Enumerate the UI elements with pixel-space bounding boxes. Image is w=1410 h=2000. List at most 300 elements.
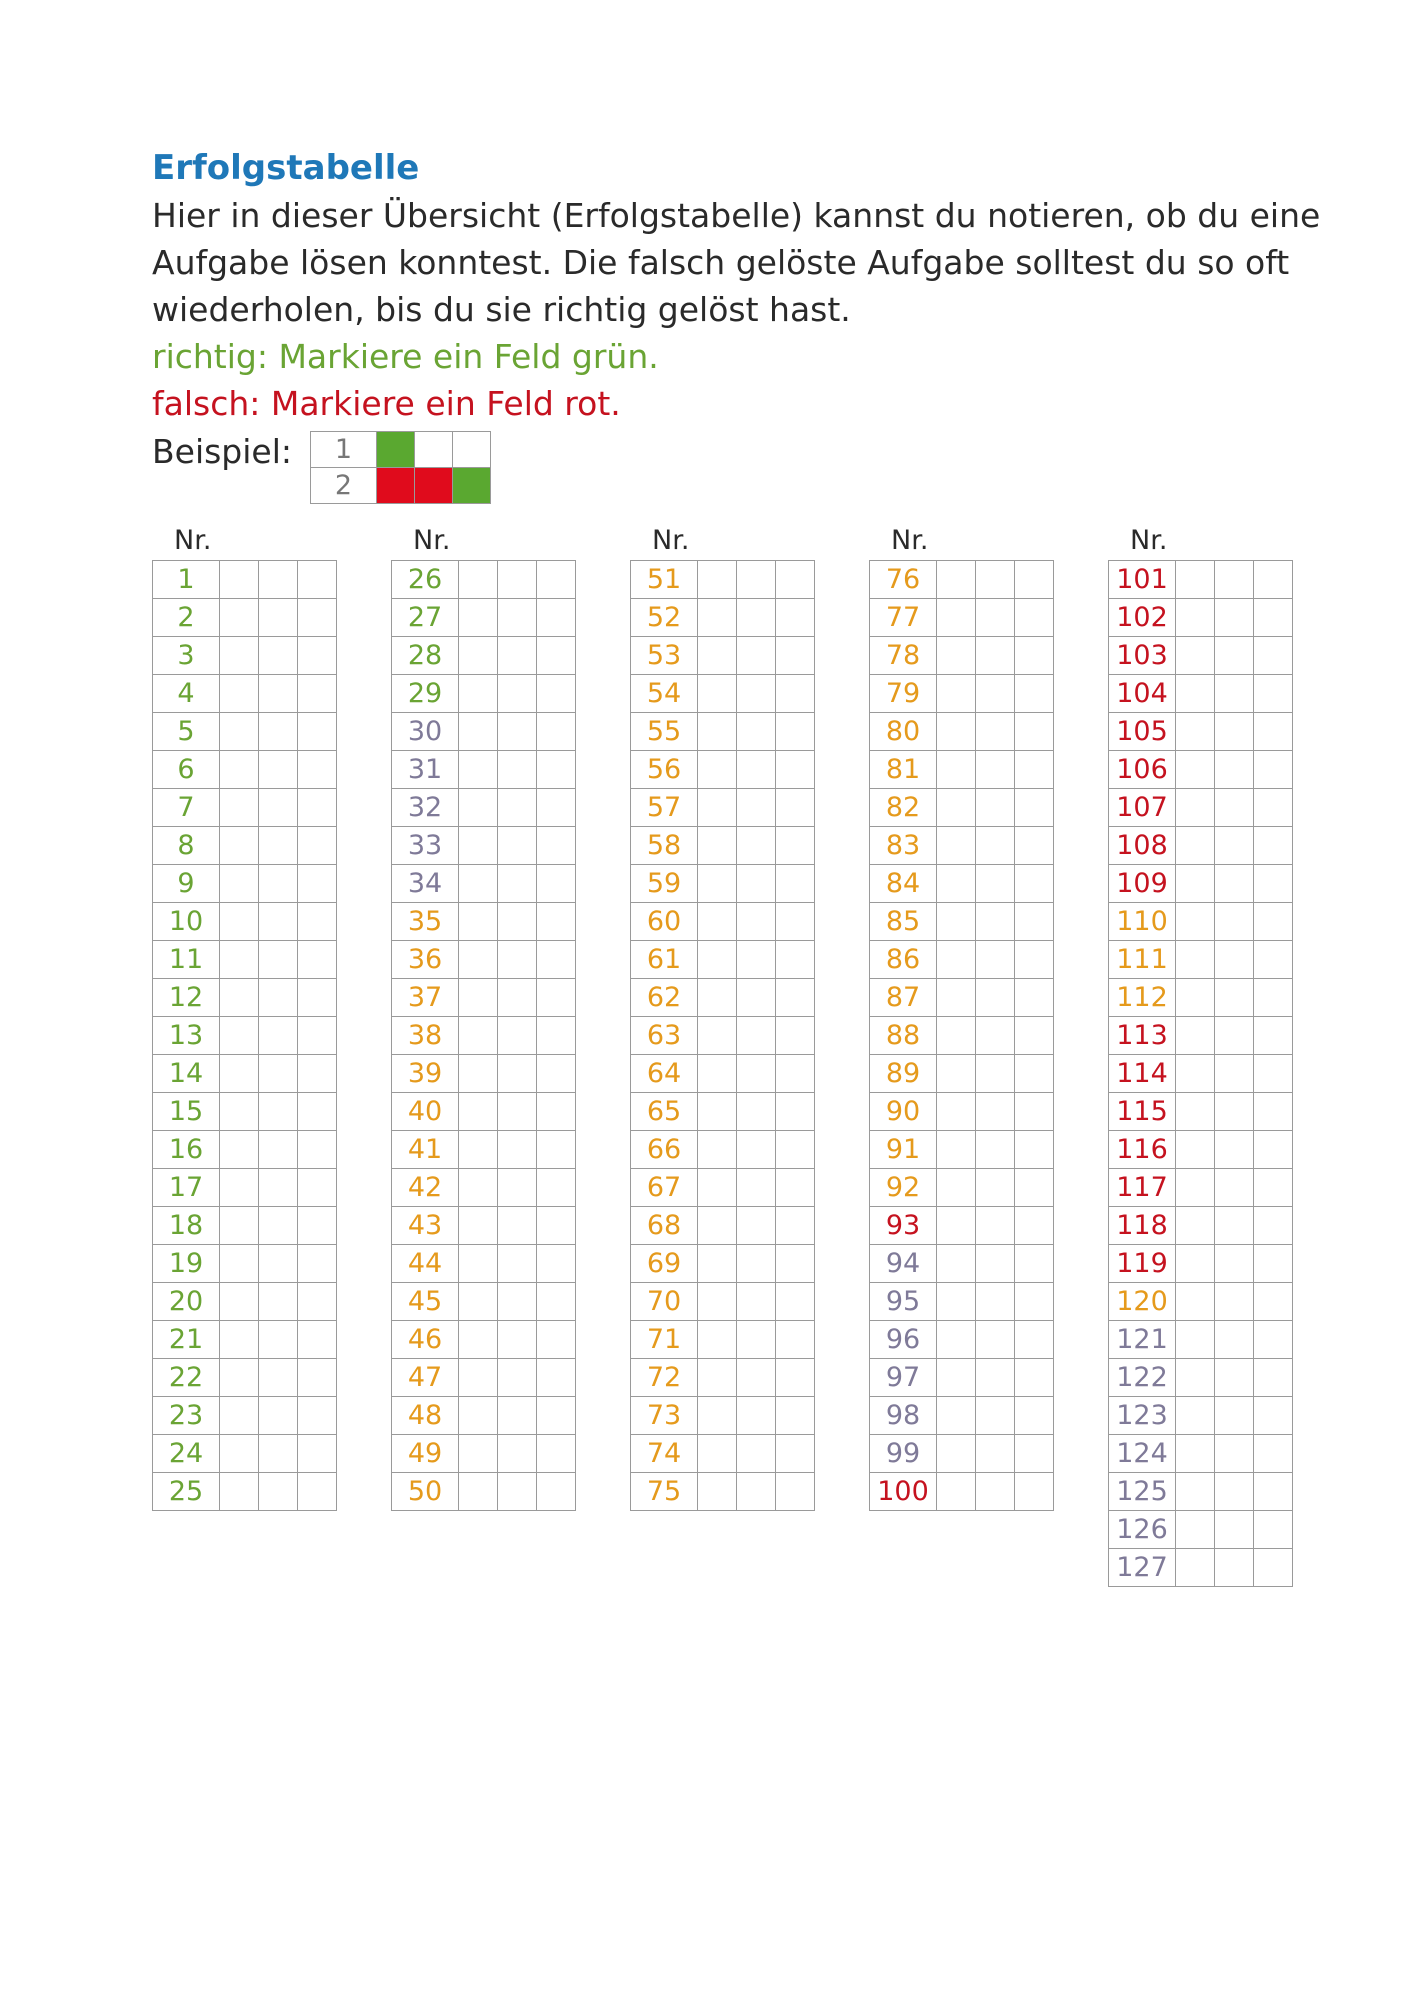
result-box[interactable]	[1254, 1131, 1293, 1169]
result-box[interactable]	[737, 941, 776, 979]
result-box[interactable]	[459, 1283, 498, 1321]
result-box[interactable]	[298, 637, 337, 675]
result-box[interactable]	[1015, 675, 1054, 713]
result-box[interactable]	[1015, 561, 1054, 599]
result-box[interactable]	[737, 599, 776, 637]
result-box[interactable]	[937, 979, 976, 1017]
result-box[interactable]	[498, 827, 537, 865]
result-box[interactable]	[1015, 941, 1054, 979]
result-box[interactable]	[459, 1435, 498, 1473]
result-box[interactable]	[220, 1397, 259, 1435]
result-box[interactable]	[698, 675, 737, 713]
result-box[interactable]	[259, 1397, 298, 1435]
result-box[interactable]	[937, 1093, 976, 1131]
result-box[interactable]	[698, 903, 737, 941]
result-box[interactable]	[220, 941, 259, 979]
result-box[interactable]	[737, 1017, 776, 1055]
result-box[interactable]	[976, 1093, 1015, 1131]
result-box[interactable]	[220, 1093, 259, 1131]
result-box[interactable]	[1215, 751, 1254, 789]
result-box[interactable]	[498, 1169, 537, 1207]
result-box[interactable]	[1254, 751, 1293, 789]
result-box[interactable]	[220, 751, 259, 789]
result-box[interactable]	[937, 599, 976, 637]
result-box[interactable]	[1254, 865, 1293, 903]
result-box[interactable]	[1254, 1511, 1293, 1549]
result-box[interactable]	[498, 1245, 537, 1283]
result-box[interactable]	[1015, 599, 1054, 637]
result-box[interactable]	[498, 1017, 537, 1055]
result-box[interactable]	[220, 865, 259, 903]
result-box[interactable]	[498, 1283, 537, 1321]
result-box[interactable]	[1176, 637, 1215, 675]
result-box[interactable]	[937, 1435, 976, 1473]
result-box[interactable]	[737, 713, 776, 751]
result-box[interactable]	[259, 561, 298, 599]
result-box[interactable]	[459, 1093, 498, 1131]
result-box[interactable]	[1176, 1473, 1215, 1511]
result-box[interactable]	[698, 1359, 737, 1397]
result-box[interactable]	[976, 1359, 1015, 1397]
result-box[interactable]	[698, 1245, 737, 1283]
result-box[interactable]	[459, 1017, 498, 1055]
result-box[interactable]	[1254, 1245, 1293, 1283]
result-box[interactable]	[1215, 1397, 1254, 1435]
result-box[interactable]	[737, 1093, 776, 1131]
result-box[interactable]	[498, 979, 537, 1017]
result-box[interactable]	[220, 713, 259, 751]
result-box[interactable]	[537, 1207, 576, 1245]
result-box[interactable]	[737, 637, 776, 675]
result-box[interactable]	[1176, 1359, 1215, 1397]
result-box[interactable]	[259, 1283, 298, 1321]
result-box[interactable]	[976, 675, 1015, 713]
result-box[interactable]	[1215, 561, 1254, 599]
result-box[interactable]	[1215, 903, 1254, 941]
result-box[interactable]	[976, 1435, 1015, 1473]
result-box[interactable]	[937, 1207, 976, 1245]
result-box[interactable]	[1176, 789, 1215, 827]
result-box[interactable]	[937, 1245, 976, 1283]
result-box[interactable]	[937, 1321, 976, 1359]
result-box[interactable]	[459, 1359, 498, 1397]
result-box[interactable]	[776, 1283, 815, 1321]
result-box[interactable]	[259, 751, 298, 789]
result-box[interactable]	[259, 827, 298, 865]
result-box[interactable]	[537, 1055, 576, 1093]
result-box[interactable]	[698, 1093, 737, 1131]
result-box[interactable]	[498, 1055, 537, 1093]
result-box[interactable]	[537, 751, 576, 789]
result-box[interactable]	[1215, 1169, 1254, 1207]
result-box[interactable]	[298, 561, 337, 599]
result-box[interactable]	[1254, 713, 1293, 751]
result-box[interactable]	[220, 675, 259, 713]
result-box[interactable]	[1176, 675, 1215, 713]
result-box[interactable]	[298, 1207, 337, 1245]
result-box[interactable]	[1015, 1359, 1054, 1397]
result-box[interactable]	[459, 1207, 498, 1245]
result-box[interactable]	[1176, 1207, 1215, 1245]
result-box[interactable]	[1215, 865, 1254, 903]
result-box[interactable]	[498, 637, 537, 675]
result-box[interactable]	[220, 561, 259, 599]
result-box[interactable]	[537, 1093, 576, 1131]
result-box[interactable]	[1176, 1321, 1215, 1359]
result-box[interactable]	[498, 1093, 537, 1131]
result-box[interactable]	[776, 1093, 815, 1131]
result-box[interactable]	[1015, 1131, 1054, 1169]
result-box[interactable]	[1215, 1093, 1254, 1131]
result-box[interactable]	[776, 1435, 815, 1473]
result-box[interactable]	[1015, 865, 1054, 903]
result-box[interactable]	[1015, 1207, 1054, 1245]
result-box[interactable]	[698, 1435, 737, 1473]
result-box[interactable]	[1015, 1397, 1054, 1435]
result-box[interactable]	[1254, 1093, 1293, 1131]
result-box[interactable]	[1254, 1283, 1293, 1321]
result-box[interactable]	[737, 1131, 776, 1169]
result-box[interactable]	[1176, 561, 1215, 599]
result-box[interactable]	[737, 1397, 776, 1435]
result-box[interactable]	[976, 1473, 1015, 1511]
result-box[interactable]	[537, 1397, 576, 1435]
result-box[interactable]	[1176, 865, 1215, 903]
result-box[interactable]	[1254, 675, 1293, 713]
result-box[interactable]	[498, 561, 537, 599]
result-box[interactable]	[220, 1435, 259, 1473]
result-box[interactable]	[498, 903, 537, 941]
result-box[interactable]	[259, 1017, 298, 1055]
result-box[interactable]	[459, 1055, 498, 1093]
result-box[interactable]	[1215, 1055, 1254, 1093]
result-box[interactable]	[976, 561, 1015, 599]
result-box[interactable]	[259, 865, 298, 903]
result-box[interactable]	[1254, 1359, 1293, 1397]
result-box[interactable]	[1254, 789, 1293, 827]
result-box[interactable]	[937, 1473, 976, 1511]
result-box[interactable]	[776, 751, 815, 789]
result-box[interactable]	[937, 1131, 976, 1169]
result-box[interactable]	[1215, 1359, 1254, 1397]
result-box[interactable]	[1015, 751, 1054, 789]
result-box[interactable]	[1254, 1435, 1293, 1473]
result-box[interactable]	[1215, 1511, 1254, 1549]
result-box[interactable]	[259, 1473, 298, 1511]
result-box[interactable]	[298, 1397, 337, 1435]
result-box[interactable]	[298, 903, 337, 941]
result-box[interactable]	[1015, 827, 1054, 865]
result-box[interactable]	[937, 1169, 976, 1207]
result-box[interactable]	[976, 1131, 1015, 1169]
result-box[interactable]	[1176, 1245, 1215, 1283]
result-box[interactable]	[259, 637, 298, 675]
result-box[interactable]	[498, 675, 537, 713]
result-box[interactable]	[459, 1321, 498, 1359]
result-box[interactable]	[298, 827, 337, 865]
result-box[interactable]	[937, 675, 976, 713]
result-box[interactable]	[698, 713, 737, 751]
result-box[interactable]	[220, 1207, 259, 1245]
result-box[interactable]	[298, 789, 337, 827]
result-box[interactable]	[459, 561, 498, 599]
result-box[interactable]	[1215, 789, 1254, 827]
result-box[interactable]	[776, 1055, 815, 1093]
result-box[interactable]	[459, 1473, 498, 1511]
result-box[interactable]	[776, 865, 815, 903]
result-box[interactable]	[298, 979, 337, 1017]
result-box[interactable]	[537, 827, 576, 865]
result-box[interactable]	[1254, 903, 1293, 941]
result-box[interactable]	[1015, 903, 1054, 941]
result-box[interactable]	[776, 1207, 815, 1245]
result-box[interactable]	[220, 1055, 259, 1093]
result-box[interactable]	[1176, 1435, 1215, 1473]
result-box[interactable]	[220, 1283, 259, 1321]
result-box[interactable]	[737, 561, 776, 599]
result-box[interactable]	[1254, 599, 1293, 637]
result-box[interactable]	[259, 1207, 298, 1245]
result-box[interactable]	[498, 1435, 537, 1473]
result-box[interactable]	[1176, 599, 1215, 637]
result-box[interactable]	[298, 1055, 337, 1093]
result-box[interactable]	[498, 865, 537, 903]
result-box[interactable]	[776, 1359, 815, 1397]
result-box[interactable]	[1176, 1131, 1215, 1169]
result-box[interactable]	[1176, 1511, 1215, 1549]
result-box[interactable]	[737, 751, 776, 789]
result-box[interactable]	[1015, 1473, 1054, 1511]
result-box[interactable]	[1254, 1169, 1293, 1207]
result-box[interactable]	[259, 941, 298, 979]
result-box[interactable]	[1254, 1397, 1293, 1435]
result-box[interactable]	[976, 789, 1015, 827]
result-box[interactable]	[937, 1055, 976, 1093]
result-box[interactable]	[220, 1245, 259, 1283]
result-box[interactable]	[537, 903, 576, 941]
result-box[interactable]	[1176, 713, 1215, 751]
result-box[interactable]	[737, 1207, 776, 1245]
result-box[interactable]	[298, 1131, 337, 1169]
result-box[interactable]	[220, 1359, 259, 1397]
result-box[interactable]	[298, 713, 337, 751]
result-box[interactable]	[498, 1473, 537, 1511]
result-box[interactable]	[259, 675, 298, 713]
result-box[interactable]	[1015, 1093, 1054, 1131]
result-box[interactable]	[737, 1435, 776, 1473]
result-box[interactable]	[976, 637, 1015, 675]
result-box[interactable]	[937, 903, 976, 941]
result-box[interactable]	[976, 1017, 1015, 1055]
result-box[interactable]	[937, 561, 976, 599]
result-box[interactable]	[1176, 1055, 1215, 1093]
result-box[interactable]	[1215, 1283, 1254, 1321]
result-box[interactable]	[1176, 827, 1215, 865]
result-box[interactable]	[498, 751, 537, 789]
result-box[interactable]	[976, 979, 1015, 1017]
result-box[interactable]	[737, 1359, 776, 1397]
result-box[interactable]	[698, 1131, 737, 1169]
result-box[interactable]	[698, 1397, 737, 1435]
result-box[interactable]	[298, 865, 337, 903]
result-box[interactable]	[776, 713, 815, 751]
result-box[interactable]	[537, 1321, 576, 1359]
result-box[interactable]	[298, 675, 337, 713]
result-box[interactable]	[498, 1321, 537, 1359]
result-box[interactable]	[1215, 1245, 1254, 1283]
result-box[interactable]	[698, 637, 737, 675]
result-box[interactable]	[498, 713, 537, 751]
result-box[interactable]	[776, 1473, 815, 1511]
result-box[interactable]	[776, 1131, 815, 1169]
result-box[interactable]	[1015, 1017, 1054, 1055]
result-box[interactable]	[537, 789, 576, 827]
result-box[interactable]	[1176, 903, 1215, 941]
result-box[interactable]	[698, 1283, 737, 1321]
result-box[interactable]	[976, 1169, 1015, 1207]
result-box[interactable]	[537, 979, 576, 1017]
result-box[interactable]	[937, 637, 976, 675]
result-box[interactable]	[298, 941, 337, 979]
result-box[interactable]	[1215, 1435, 1254, 1473]
result-box[interactable]	[537, 1169, 576, 1207]
result-box[interactable]	[220, 1473, 259, 1511]
result-box[interactable]	[776, 827, 815, 865]
result-box[interactable]	[1254, 941, 1293, 979]
result-box[interactable]	[259, 713, 298, 751]
result-box[interactable]	[1176, 1169, 1215, 1207]
result-box[interactable]	[976, 1397, 1015, 1435]
result-box[interactable]	[776, 1017, 815, 1055]
result-box[interactable]	[1015, 979, 1054, 1017]
result-box[interactable]	[698, 561, 737, 599]
result-box[interactable]	[259, 1245, 298, 1283]
result-box[interactable]	[698, 789, 737, 827]
result-box[interactable]	[1215, 1131, 1254, 1169]
result-box[interactable]	[776, 979, 815, 1017]
result-box[interactable]	[976, 599, 1015, 637]
result-box[interactable]	[698, 1017, 737, 1055]
result-box[interactable]	[737, 827, 776, 865]
result-box[interactable]	[459, 979, 498, 1017]
result-box[interactable]	[737, 1283, 776, 1321]
result-box[interactable]	[737, 1321, 776, 1359]
result-box[interactable]	[1176, 1017, 1215, 1055]
result-box[interactable]	[776, 675, 815, 713]
result-box[interactable]	[537, 1359, 576, 1397]
result-box[interactable]	[459, 1169, 498, 1207]
result-box[interactable]	[298, 1093, 337, 1131]
result-box[interactable]	[976, 941, 1015, 979]
result-box[interactable]	[259, 1131, 298, 1169]
result-box[interactable]	[259, 1359, 298, 1397]
result-box[interactable]	[937, 1359, 976, 1397]
result-box[interactable]	[776, 789, 815, 827]
result-box[interactable]	[1176, 941, 1215, 979]
result-box[interactable]	[976, 751, 1015, 789]
result-box[interactable]	[937, 941, 976, 979]
result-box[interactable]	[737, 1169, 776, 1207]
result-box[interactable]	[976, 865, 1015, 903]
result-box[interactable]	[776, 1169, 815, 1207]
result-box[interactable]	[459, 903, 498, 941]
result-box[interactable]	[1176, 1549, 1215, 1587]
result-box[interactable]	[259, 903, 298, 941]
result-box[interactable]	[298, 751, 337, 789]
result-box[interactable]	[498, 1131, 537, 1169]
result-box[interactable]	[1015, 713, 1054, 751]
result-box[interactable]	[698, 1321, 737, 1359]
result-box[interactable]	[537, 675, 576, 713]
result-box[interactable]	[459, 675, 498, 713]
result-box[interactable]	[1254, 1321, 1293, 1359]
result-box[interactable]	[459, 789, 498, 827]
result-box[interactable]	[976, 903, 1015, 941]
result-box[interactable]	[1254, 637, 1293, 675]
result-box[interactable]	[1254, 1055, 1293, 1093]
result-box[interactable]	[937, 1017, 976, 1055]
result-box[interactable]	[1015, 1283, 1054, 1321]
result-box[interactable]	[220, 1169, 259, 1207]
result-box[interactable]	[976, 827, 1015, 865]
result-box[interactable]	[1254, 561, 1293, 599]
result-box[interactable]	[220, 979, 259, 1017]
result-box[interactable]	[220, 903, 259, 941]
result-box[interactable]	[1215, 1549, 1254, 1587]
result-box[interactable]	[459, 1131, 498, 1169]
result-box[interactable]	[776, 1397, 815, 1435]
result-box[interactable]	[698, 979, 737, 1017]
result-box[interactable]	[976, 713, 1015, 751]
result-box[interactable]	[1254, 1017, 1293, 1055]
result-box[interactable]	[298, 1473, 337, 1511]
result-box[interactable]	[220, 1321, 259, 1359]
result-box[interactable]	[537, 1245, 576, 1283]
result-box[interactable]	[1176, 979, 1215, 1017]
result-box[interactable]	[459, 941, 498, 979]
result-box[interactable]	[259, 1093, 298, 1131]
result-box[interactable]	[937, 1283, 976, 1321]
result-box[interactable]	[737, 789, 776, 827]
result-box[interactable]	[1215, 1017, 1254, 1055]
result-box[interactable]	[298, 1283, 337, 1321]
result-box[interactable]	[459, 827, 498, 865]
result-box[interactable]	[537, 865, 576, 903]
result-box[interactable]	[459, 1245, 498, 1283]
result-box[interactable]	[776, 637, 815, 675]
result-box[interactable]	[937, 1397, 976, 1435]
result-box[interactable]	[737, 1473, 776, 1511]
result-box[interactable]	[220, 1017, 259, 1055]
result-box[interactable]	[259, 599, 298, 637]
result-box[interactable]	[737, 1055, 776, 1093]
result-box[interactable]	[459, 637, 498, 675]
result-box[interactable]	[698, 1473, 737, 1511]
result-box[interactable]	[776, 1321, 815, 1359]
result-box[interactable]	[259, 979, 298, 1017]
result-box[interactable]	[537, 599, 576, 637]
result-box[interactable]	[459, 865, 498, 903]
result-box[interactable]	[1254, 1207, 1293, 1245]
result-box[interactable]	[1215, 1321, 1254, 1359]
result-box[interactable]	[459, 1397, 498, 1435]
result-box[interactable]	[498, 1359, 537, 1397]
result-box[interactable]	[298, 1245, 337, 1283]
result-box[interactable]	[1215, 713, 1254, 751]
result-box[interactable]	[1015, 1245, 1054, 1283]
result-box[interactable]	[220, 599, 259, 637]
result-box[interactable]	[537, 1283, 576, 1321]
